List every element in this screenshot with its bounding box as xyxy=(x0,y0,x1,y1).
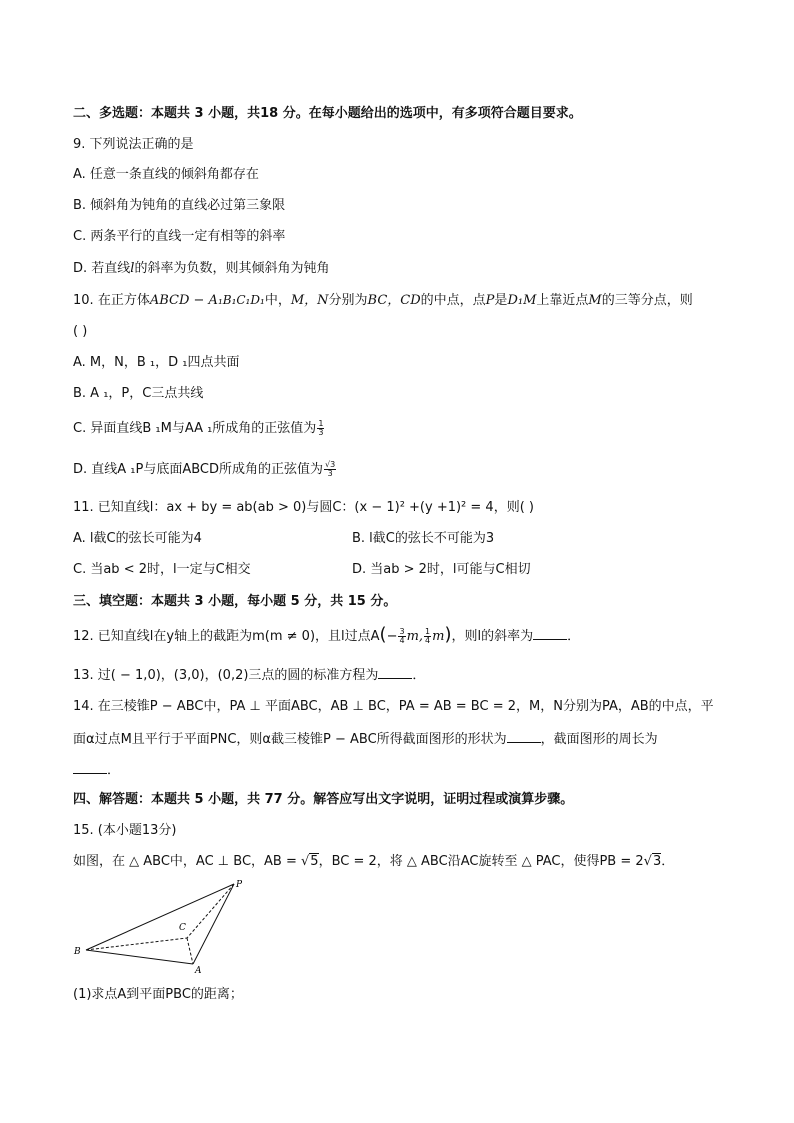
q12-lparen: ( xyxy=(379,624,387,645)
q14-blank-2 xyxy=(73,761,107,774)
q9-d-var: l xyxy=(130,261,135,276)
q12-end: ． xyxy=(567,629,581,644)
q14-line-2b: ，截面图形的周长为 xyxy=(540,732,658,747)
q10-d-num: √3 xyxy=(325,460,336,469)
q10-is: 是 xyxy=(494,293,508,308)
q11-option-d: D. 当ab > 2时，l可能与C相切 xyxy=(352,562,531,577)
q10-option-d xyxy=(73,461,337,478)
q10-p: P xyxy=(485,293,495,308)
q12-post: ，则l的斜率为 xyxy=(451,629,534,644)
q10-t6: 的三等分点，则 xyxy=(601,293,693,308)
q12-n1: 3 xyxy=(399,627,405,636)
q10-stem xyxy=(73,292,693,309)
q10-option-c xyxy=(73,420,325,437)
q10-c-den: 3 xyxy=(318,428,324,437)
q12-minus: − xyxy=(386,629,398,644)
q12-pre: 12. 已知直线l在y轴上的截距为m(m ≠ 0)，且l过点A xyxy=(73,629,380,644)
q10-cube-rest: ₁B₁C₁D₁ xyxy=(217,293,265,307)
q12-blank xyxy=(533,627,567,640)
fig-label-p: P xyxy=(236,880,243,890)
q10-paren: ( ) xyxy=(73,324,88,339)
fig-label-c: C xyxy=(179,923,186,933)
q9-d-suffix: 的斜率为负数，则其倾斜角为钝角 xyxy=(134,261,330,276)
q11-stem: 11. 已知直线l：ax + by = ab(ab > 0)与圆C：(x − 1)² +(y +1)² = 4，则( ) xyxy=(73,500,534,515)
q15-sub-1: (1)求点A到平面PBC的距离； xyxy=(73,987,243,1002)
fig-edge-bc xyxy=(86,938,187,950)
q14-blank-1 xyxy=(507,730,541,743)
q10-cube: ABCD − A xyxy=(149,293,218,308)
question-12 xyxy=(73,624,581,645)
q10-d-text: D. 直线A ₁P与底面ABCD所成角的正弦值为 xyxy=(73,462,324,477)
fig-edge-bp xyxy=(86,884,234,950)
q12-m1: m, xyxy=(406,629,424,644)
q11-option-b: B. l截C的弦长不可能为3 xyxy=(352,531,495,546)
fig-edge-ca xyxy=(187,938,193,964)
q12-d1: 4 xyxy=(399,636,405,645)
question-13 xyxy=(73,666,425,684)
q15-sqrt-2: √3 xyxy=(643,854,662,869)
q10-m: M xyxy=(588,293,602,308)
q10-d-fraction xyxy=(324,461,336,478)
q11-option-c: C. 当ab < 2时，l一定与C相交 xyxy=(73,562,251,577)
q9-option-d xyxy=(73,261,329,277)
q14-line-1: 14. 在三棱锥P − ABC中，PA ⊥ 平面ABC，AB ⊥ BC，PA = AB = BC = 2，M，N分别为PA，AB的中点，平 xyxy=(73,699,714,714)
section-2-header: 二、多选题：本题共 3 小题，共18 分。在每小题给出的选项中，有多项符合题目要求。 xyxy=(73,106,582,121)
q15-stem xyxy=(73,854,674,870)
q10-d1m: D₁M xyxy=(507,293,537,308)
q12-d2: 4 xyxy=(425,636,431,645)
q10-t4: 的中点，点 xyxy=(420,293,486,308)
q12-n2: 1 xyxy=(425,627,431,636)
q12-frac-2 xyxy=(424,628,431,645)
q14-line-3 xyxy=(73,761,120,779)
fig-label-a: A xyxy=(195,966,202,976)
section-3-header: 三、填空题：本题共 3 小题，每小题 5 分，共 15 分。 xyxy=(73,594,397,609)
q10-option-a: A. M，N，B ₁，D ₁四点共面 xyxy=(73,355,240,370)
q10-num: 10. xyxy=(73,293,98,308)
q14-end: ． xyxy=(107,763,121,778)
fig-edge-ba xyxy=(86,950,193,964)
q9-option-a: A. 任意一条直线的倾斜角都存在 xyxy=(73,167,259,182)
q12-m2: m xyxy=(432,629,445,644)
q15-stem-b: ，BC = 2，将 △ ABC沿AC旋转至 △ PAC，使得PB = 2 xyxy=(318,854,644,869)
q11-option-a: A. l截C的弦长可能为4 xyxy=(73,531,202,546)
q10-t1: 在正方体 xyxy=(97,293,150,308)
q14-line-2a: 面α过点M且平行于平面PNC，则α截三棱锥P − ABC所得截面图形的形状为 xyxy=(73,732,507,747)
q15-stem-a: 如图，在 △ ABC中，AC ⊥ BC，AB = xyxy=(73,854,301,869)
q13-text: 13. 过( − 1,0)，(3,0)，(0,2)三点的圆的标准方程为 xyxy=(73,668,379,683)
q10-t5: 上靠近点 xyxy=(536,293,589,308)
q13-blank xyxy=(378,666,412,679)
q15-figure xyxy=(68,878,268,978)
q10-t2: 中， xyxy=(264,293,291,308)
q12-frac-1 xyxy=(398,628,405,645)
q13-end: ． xyxy=(412,668,426,683)
q10-c-num: 1 xyxy=(318,419,324,428)
q9-option-c: C. 两条平行的直线一定有相等的斜率 xyxy=(73,229,286,244)
q9-stem: 9. 下列说法正确的是 xyxy=(73,137,194,152)
q12-rparen: ) xyxy=(444,624,452,645)
q15-sqrt-1: √5 xyxy=(301,854,319,869)
q10-c-fraction xyxy=(317,420,324,437)
q10-mn: M，N xyxy=(290,293,329,308)
q15-title: 15. (本小题13分) xyxy=(73,823,177,838)
q10-bccd: BC，CD xyxy=(367,293,421,308)
q10-option-b: B. A ₁，P，C三点共线 xyxy=(73,386,204,401)
q14-line-2 xyxy=(73,730,658,748)
q10-t3: 分别为 xyxy=(328,293,368,308)
q15-stem-c: ． xyxy=(661,854,675,869)
q10-c-text: C. 异面直线B ₁M与AA ₁所成角的正弦值为 xyxy=(73,421,317,436)
fig-label-b: B xyxy=(74,947,81,957)
section-4-header: 四、解答题：本题共 5 小题，共 77 分。解答应写出文字说明，证明过程或演算步骤。 xyxy=(73,792,574,807)
q9-d-prefix: D. 若直线 xyxy=(73,261,131,276)
q10-d-den: 3 xyxy=(327,469,333,478)
fig-edge-pa xyxy=(193,884,234,964)
q9-option-b: B. 倾斜角为钝角的直线必过第三象限 xyxy=(73,198,286,213)
